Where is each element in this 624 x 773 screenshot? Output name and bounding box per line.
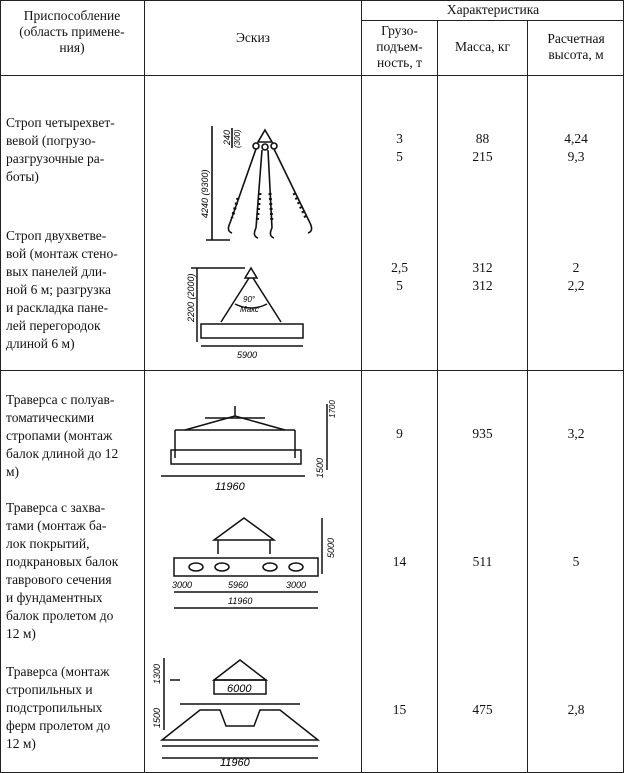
sketch-four-leg-sling — [190, 118, 330, 248]
row-height: 2 2,2 — [567, 260, 585, 293]
row-capacity: 15 — [392, 702, 407, 717]
sketch-label: 11960 — [228, 596, 253, 606]
row-capacity: 14 — [392, 554, 407, 569]
header-sketch: Эскиз — [235, 30, 271, 45]
row-name-grip-traverse: Траверса с захва- тами (монтаж ба- лок покрытий, подкрановых балок таврового сечения и фундаментных балок пролетом до 12 м) — [6, 500, 119, 641]
sketch-label: 5960 — [228, 580, 249, 590]
sketch-label: 90° — [243, 295, 256, 304]
row-name-four-leg-sling: Строп четырехвет- вевой (погрузо- разгрузочные ра- боты) — [6, 115, 115, 184]
sketch-truss-traverse — [150, 654, 335, 769]
sketch-label: Макс — [240, 305, 259, 314]
row-capacity: 2,5 5 — [391, 260, 408, 293]
sketch-label: 5000 — [326, 537, 336, 558]
sketch-label: (300) — [233, 129, 242, 148]
row-name-semi-auto-traverse: Траверса с полуав- томатическими стропами (монтаж балок длиной до 12 м) — [6, 392, 119, 479]
row-name-truss-traverse: Траверса (монтаж стропильных и подстропильных ферм пролетом до 12 м) — [6, 664, 111, 751]
header-capacity: Грузо- подъем- ность, т — [376, 23, 423, 70]
sketch-semi-auto-traverse — [155, 398, 345, 498]
row-mass: 312 312 — [472, 260, 493, 293]
sketch-label: 3000 — [172, 580, 193, 590]
row-mass: 475 — [472, 702, 493, 717]
header-mass: Масса, кг — [455, 39, 510, 54]
sketch-label: 5900 — [237, 350, 258, 360]
sketch-label: 4240 (9300) — [200, 169, 210, 218]
header-height: Расчетная высота, м — [547, 31, 605, 62]
row-capacity: 3 5 — [396, 131, 403, 164]
sketch-two-leg-sling — [185, 262, 335, 362]
header-characteristics: Характеристика — [446, 2, 540, 17]
sketch-label: 1700 — [328, 400, 337, 418]
row-name-two-leg-sling: Строп двухветве- вой (монтаж стено- вых панелей дли- ной 6 м; разгрузка и раскладка пане- лей перегородок длиной 6 м) — [6, 228, 118, 351]
row-height: 5 — [572, 554, 580, 569]
sketch-label: 3000 — [286, 580, 307, 590]
sketch-label: 1300 — [152, 663, 162, 684]
sketch-grip-traverse — [168, 514, 338, 619]
sketch-label: 11960 — [220, 757, 250, 769]
row-height: 2,8 — [567, 702, 585, 717]
row-mass: 88 215 — [472, 131, 493, 164]
sketch-label: 6000 — [227, 683, 252, 695]
row-mass: 511 — [472, 554, 493, 569]
sketch-label: 2200 (2000) — [186, 273, 196, 322]
header-device: Приспособление (область примене- ния) — [19, 8, 125, 55]
row-height: 3,2 — [567, 426, 585, 441]
sketch-label: 1500 — [315, 457, 325, 478]
row-capacity: 9 — [396, 426, 403, 441]
sketch-label: 240 — [222, 129, 232, 145]
sketch-label: 11960 — [215, 481, 245, 493]
sketch-label: 1500 — [152, 707, 162, 728]
row-mass: 935 — [472, 426, 493, 441]
row-height: 4,24 9,3 — [564, 131, 588, 164]
